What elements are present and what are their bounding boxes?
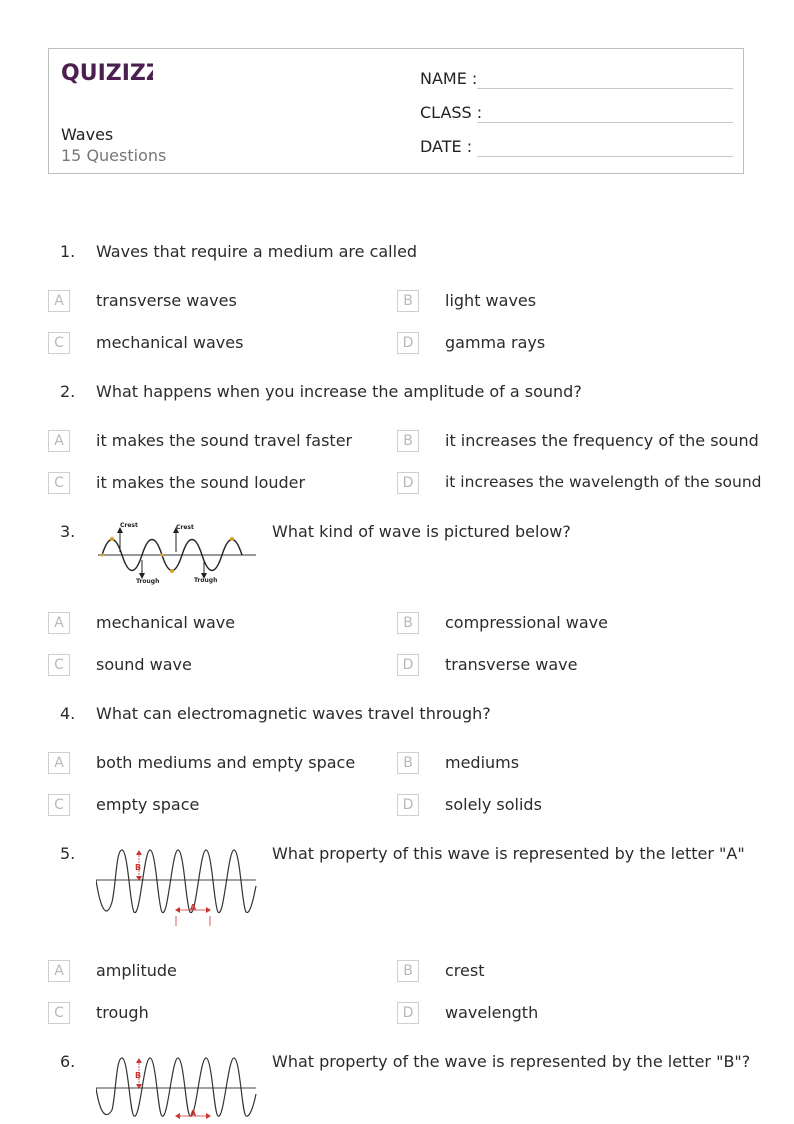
option-text: light waves <box>445 291 537 310</box>
option-letter-box[interactable]: B <box>397 960 419 982</box>
name-label: NAME : <box>420 69 478 88</box>
svg-text:A: A <box>190 903 197 912</box>
option-letter-box[interactable]: A <box>48 430 70 452</box>
name-line[interactable] <box>477 88 733 89</box>
option-text: compressional wave <box>445 613 608 632</box>
option-text: it increases the frequency of the sound <box>445 431 759 450</box>
svg-text:QUIZIZZ: QUIZIZZ <box>61 61 153 85</box>
wave-diagram-image <box>96 1054 258 1124</box>
question-text: What property of the wave is represented by the letter "B"? <box>272 1052 751 1071</box>
option-letter-box[interactable]: C <box>48 794 70 816</box>
option-letter-box[interactable]: D <box>397 794 419 816</box>
date-label: DATE : <box>420 137 473 156</box>
date-line[interactable] <box>477 156 733 157</box>
option-letter-box[interactable]: D <box>397 654 419 676</box>
svg-text:B: B <box>135 1071 142 1080</box>
option-text: solely solids <box>445 795 542 814</box>
question-text: What can electromagnetic waves travel through? <box>96 704 491 723</box>
option-text: sound wave <box>96 655 192 674</box>
class-line[interactable] <box>477 122 733 123</box>
option-letter-box[interactable]: A <box>48 960 70 982</box>
question-number: 5. <box>60 844 76 863</box>
wave-diagram-image <box>96 846 258 934</box>
svg-text:Trough: Trough <box>136 578 160 585</box>
option-text: empty space <box>96 795 200 814</box>
option-letter-box[interactable]: D <box>397 472 419 494</box>
option-letter-box[interactable]: C <box>48 1002 70 1024</box>
question-number: 2. <box>60 382 76 401</box>
option-text: mechanical waves <box>96 333 244 352</box>
question-number: 4. <box>60 704 76 723</box>
quizizz-logo <box>61 59 153 89</box>
option-text: mechanical wave <box>96 613 236 632</box>
option-letter-box[interactable]: C <box>48 472 70 494</box>
question-text: What happens when you increase the amplitude of a sound? <box>96 382 582 401</box>
name-field <box>420 69 477 88</box>
svg-text:B: B <box>135 863 142 872</box>
question-count: 15 Questions <box>61 146 167 165</box>
question-text: What kind of wave is pictured below? <box>272 522 571 541</box>
question-number: 6. <box>60 1052 76 1071</box>
option-text: gamma rays <box>445 333 546 352</box>
option-letter-box[interactable]: B <box>397 290 419 312</box>
svg-text:Crest: Crest <box>120 522 138 529</box>
option-text: transverse waves <box>96 291 237 310</box>
option-letter-box[interactable]: B <box>397 612 419 634</box>
question-text: What property of this wave is represented by the letter "A" <box>272 844 745 863</box>
option-text: both mediums and empty space <box>96 753 356 772</box>
question-number: 1. <box>60 242 76 261</box>
option-text: crest <box>445 961 485 980</box>
svg-text:Trough: Trough <box>194 577 218 584</box>
option-letter-box[interactable]: C <box>48 332 70 354</box>
option-text: transverse wave <box>445 655 578 674</box>
transverse-wave-image <box>96 518 258 592</box>
option-letter-box[interactable]: D <box>397 1002 419 1024</box>
option-letter-box[interactable]: A <box>48 752 70 774</box>
option-text: wavelength <box>445 1003 539 1022</box>
class-field <box>420 103 482 122</box>
option-letter-box[interactable]: D <box>397 332 419 354</box>
option-text: trough <box>96 1003 149 1022</box>
option-text: it makes the sound louder <box>96 473 306 492</box>
date-field <box>420 137 472 156</box>
question-text: Waves that require a medium are called <box>96 242 418 261</box>
option-text: it increases the wavelength of the sound <box>445 473 762 491</box>
question-number: 3. <box>60 522 76 541</box>
svg-text:Crest: Crest <box>176 524 194 531</box>
worksheet-header <box>48 48 744 174</box>
svg-text:A: A <box>190 1109 197 1118</box>
option-letter-box[interactable]: A <box>48 290 70 312</box>
class-label: CLASS : <box>420 103 483 122</box>
option-letter-box[interactable]: B <box>397 430 419 452</box>
option-text: amplitude <box>96 961 177 980</box>
option-letter-box[interactable]: C <box>48 654 70 676</box>
option-text: mediums <box>445 753 520 772</box>
worksheet-title: Waves <box>61 125 114 144</box>
option-letter-box[interactable]: A <box>48 612 70 634</box>
option-letter-box[interactable]: B <box>397 752 419 774</box>
option-text: it makes the sound travel faster <box>96 431 353 450</box>
